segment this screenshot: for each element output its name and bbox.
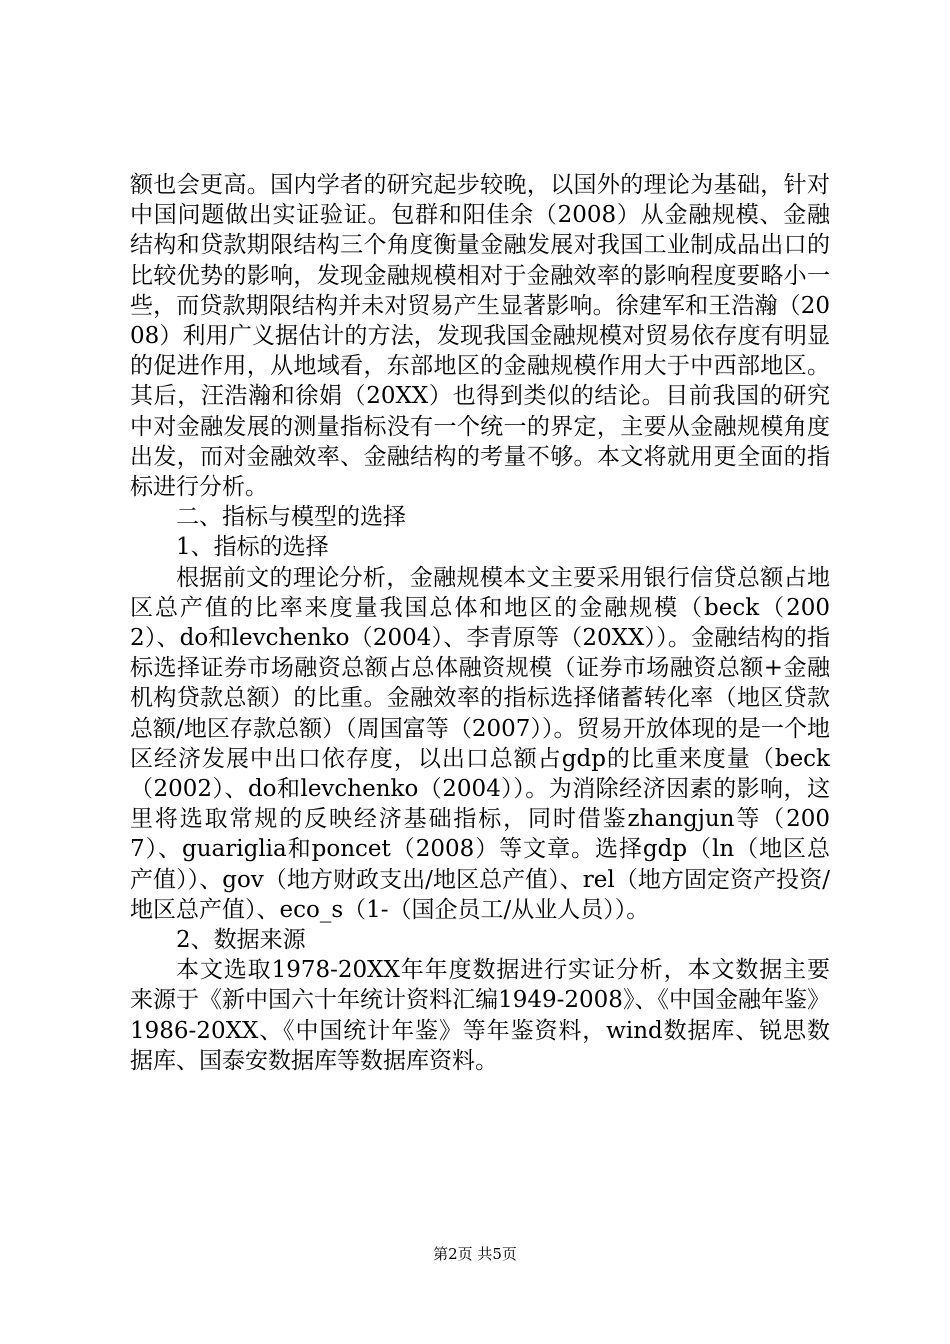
document-body xyxy=(130,170,830,1076)
subsection-heading-data-sources: 2、数据来源 xyxy=(176,927,306,954)
paragraph-indicator-selection: 根据前文的理论分析，金融规模本文主要采用银行信贷总额占地区总产值的比率来度量我国总体和地区的金融规模（beck（2002）、do和levchenko（2004）、李青原等（20XX））。金融结构的指标选择证券市场融资总额占总体融资规模（证券市场融资总额+金融机构贷款总额）的比重。金融效率的指标选择储蓄转化率（地区贷款总额/地区存款总额）（周国富等（2007））。贸易开放体现的是一个地区经济发展中出口依存度，以出口总额占gdp的比重来度量（beck（2002）、do和levchenko（2004））。为消除经济因素的影响，这里将选取常规的反映经济基础指标，同时借鉴zhangjun等（2007）、guariglia和poncet（2008）等文章。选择gdp（ln（地区总产值））、gov（地方财政支出/地区总产值）、rel（地方固定资产投资/地区总产值）、eco_s（1-（国企员工/从业人员））。 xyxy=(130,564,830,923)
section-heading-indicators-models: 二、指标与模型的选择 xyxy=(176,504,406,531)
page-footer xyxy=(0,1243,950,1264)
subsection-heading-indicator-selection: 1、指标的选择 xyxy=(176,534,329,561)
paragraph-literature-review: 额也会更高。国内学者的研究起步较晚，以国外的理论为基础，针对中国问题做出实证验证。包群和阳佳余（2008）从金融规模、金融结构和贷款期限结构三个角度衡量金融发展对我国工业制成品出口的比较优势的影响，发现金融规模相对于金融效率的影响程度要略小一些，而贷款期限结构并未对贸易产生显著影响。徐建军和王浩瀚（2008）利用广义据估计的方法，发现我国金融规模对贸易依存度有明显的促进作用，从地域看，东部地区的金融规模作用大于中西部地区。其后，汪浩瀚和徐娟（20XX）也得到类似的结论。目前我国的研究中对金融发展的测量指标没有一个统一的界定，主要从金融规模角度出发，而对金融效率、金融结构的考量不够。本文将就用更全面的指标进行分析。 xyxy=(130,172,830,501)
paragraph-data-sources: 本文选取1978-20XX年年度数据进行实证分析，本文数据主要来源于《新中国六十年统计资料汇编1949-2008》、《中国金融年鉴》1986-20XX、《中国统计年鉴》等年鉴资料，wind数据库、锐思数据库、国泰安数据库等数据库资料。 xyxy=(130,957,830,1074)
page-number-label: 第2页 共5页 xyxy=(433,1245,517,1263)
